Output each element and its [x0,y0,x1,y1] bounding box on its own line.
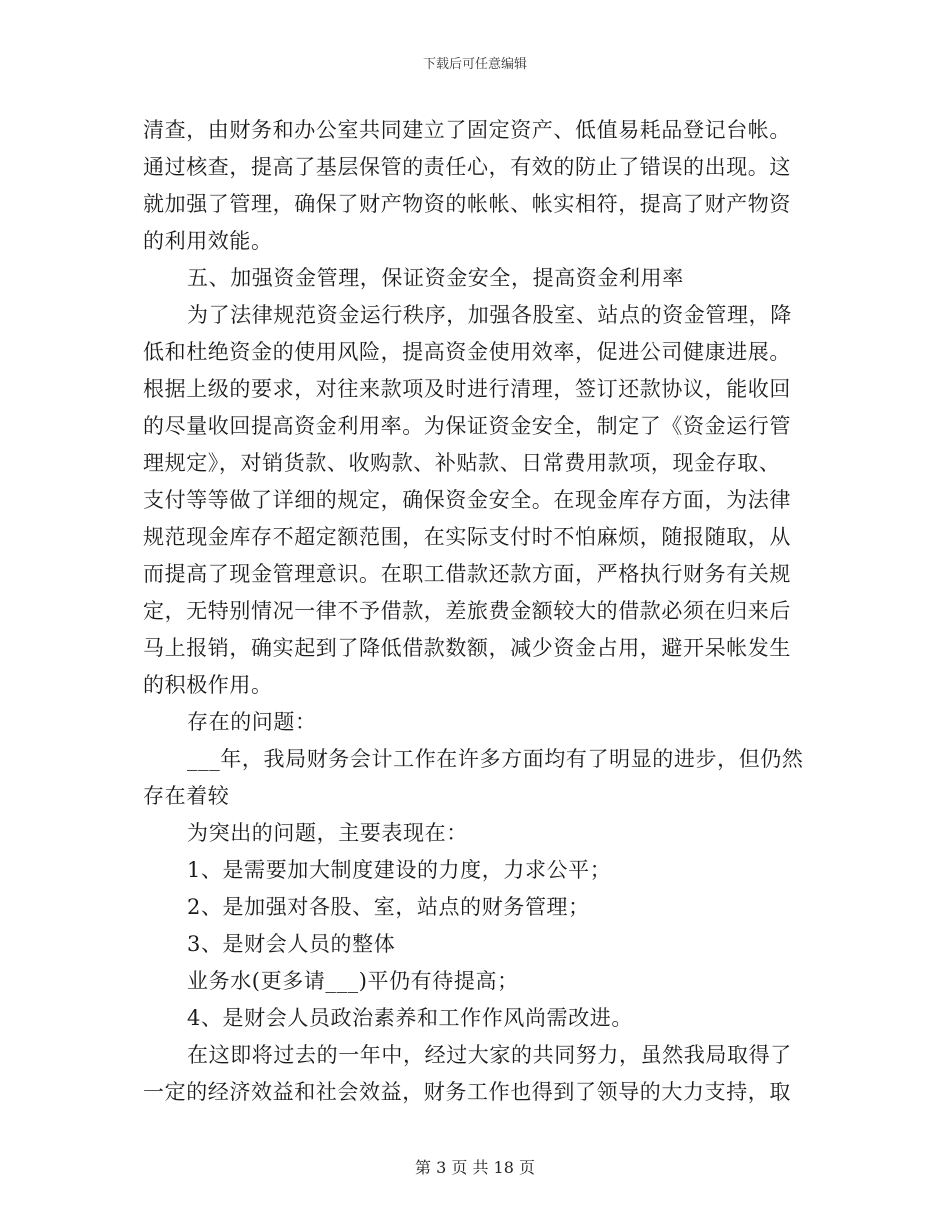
body-line: 的利用效能。 [143,229,273,253]
list-item: 1、是需要加大制度建设的力度，力求公平； [187,858,612,882]
body-line: 存在着较 [143,784,230,808]
body-line: 的尽量收回提高资金利用率。为保证资金安全，制定了《资金运行管 [143,414,791,438]
body-line: 通过核查，提高了基层保管的责任心，有效的防止了错误的出现。这 [143,155,791,179]
list-item: 业务水(更多请___)平仍有待提高； [187,969,519,993]
section-heading: 五、加强资金管理，保证资金安全，提高资金利用率 [187,266,684,290]
body-line: 而提高了现金管理意识。在职工借款还款方面，严格执行财务有关规 [143,562,791,586]
section-heading: 存在的问题： [187,710,317,734]
list-item: 3、是财会人员的整体 [187,932,396,956]
body-line: ___年，我局财务会计工作在许多方面均有了明显的进步，但仍然 [187,747,804,771]
body-line: 定，无特别情况一律不予借款，差旅费金额较大的借款必须在归来后 [143,599,791,623]
body-line: 在这即将过去的一年中，经过大家的共同努力，虽然我局取得了 [187,1043,792,1067]
body-line: 就加强了管理，确保了财产物资的帐帐、帐实相符，提高了财产物资 [143,192,791,216]
body-line: 为突出的问题，主要表现在： [187,821,468,845]
body-line: 的积极作用。 [143,673,273,697]
body-line: 一定的经济效益和社会效益，财务工作也得到了领导的大力支持，取 [143,1080,791,1104]
header-note: 下载后可任意编辑 [422,57,527,72]
body-line: 规范现金库存不超定额范围，在实际支付时不怕麻烦，随报随取，从 [143,525,791,549]
document-body [143,112,813,1111]
body-line: 低和杜绝资金的使用风险，提高资金使用效率，促进公司健康进展。 [143,340,791,364]
body-line: 马上报销，确实起到了降低借款数额，减少资金占用，避开呆帐发生 [143,636,791,660]
page-number: 第 3 页 共 18 页 [415,1158,535,1177]
body-line: 支付等等做了详细的规定，确保资金安全。在现金库存方面，为法律 [143,488,791,512]
list-item: 2、是加强对各股、室，站点的财务管理； [187,895,590,919]
body-line: 清查，由财务和办公室共同建立了固定资产、低值易耗品登记台帐。 [143,118,791,142]
list-item: 4、是财会人员政治素养和工作作风尚需改进。 [187,1006,633,1030]
body-line: 根据上级的要求，对往来款项及时进行清理，签订还款协议，能收回 [143,377,791,401]
body-line: 理规定》，对销货款、收购款、补贴款、日常费用款项，现金存取、 [143,451,781,475]
body-line: 为了法律规范资金运行秩序，加强各股室、站点的资金管理，降 [187,303,792,327]
